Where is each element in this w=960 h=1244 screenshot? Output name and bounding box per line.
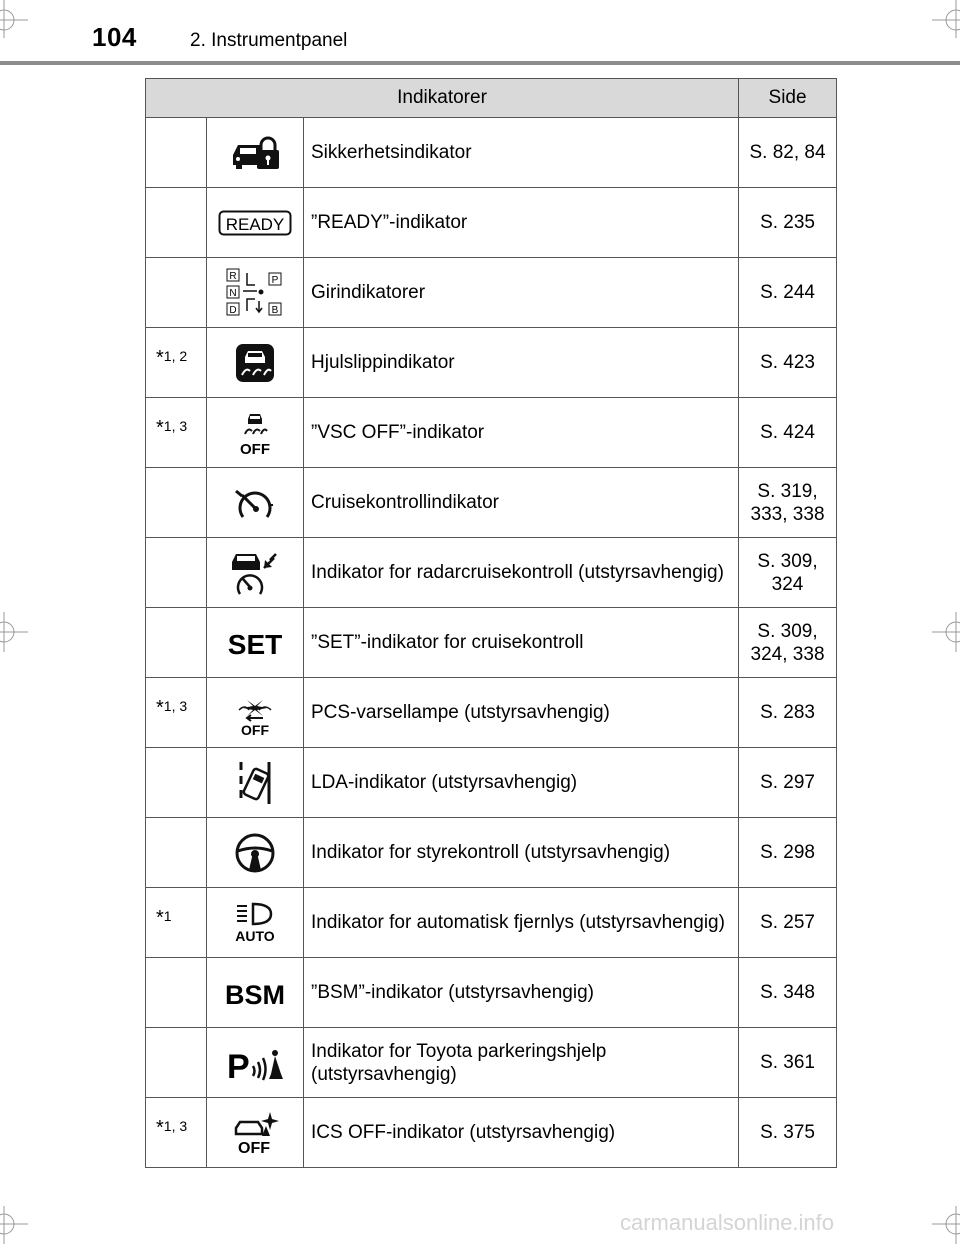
indicator-description: Sikkerhetsindikator [304, 118, 739, 188]
auto-high-beam-icon [207, 888, 304, 958]
svg-text:P: P [227, 1047, 250, 1082]
vsc-off-icon [207, 398, 304, 468]
table-row [146, 608, 837, 678]
svg-text:B: B [271, 304, 279, 316]
bsm-icon [207, 958, 304, 1028]
note-cell [146, 1028, 207, 1098]
note-cell [146, 608, 207, 678]
svg-text:P: P [271, 274, 279, 286]
note-cell [146, 748, 207, 818]
indicator-description: ”VSC OFF”-indikator [304, 398, 739, 468]
note-cell [146, 188, 207, 258]
lda-icon [207, 748, 304, 818]
indicator-description: ”BSM”-indikator (utstyrsavhengig) [304, 958, 739, 1028]
pcs-warning-icon [207, 678, 304, 748]
note-cell [146, 118, 207, 188]
svg-text:SET: SET [227, 628, 283, 658]
parking-assist-icon [207, 1028, 304, 1098]
steering-wheel-icon [207, 818, 304, 888]
page-reference: S. 423 [739, 328, 837, 398]
table-header-row [146, 79, 837, 118]
svg-text:R: R [229, 270, 237, 282]
note-cell: *1, 3 [146, 678, 207, 748]
ready-icon [207, 188, 304, 258]
table-row [146, 538, 837, 608]
page-reference: S. 298 [739, 818, 837, 888]
indicator-description: Indikator for Toyota parkeringshjelp (utstyrsavhengig) [304, 1028, 739, 1098]
table-row [146, 1028, 837, 1098]
indicator-description: Cruisekontrollindikator [304, 468, 739, 538]
page-reference: S. 257 [739, 888, 837, 958]
slip-indicator-icon [207, 328, 304, 398]
crop-mark-mid-left [0, 612, 30, 652]
note-cell: *1, 2 [146, 328, 207, 398]
note-cell [146, 818, 207, 888]
cruise-control-icon [207, 468, 304, 538]
table-row [146, 398, 837, 468]
indicator-description: ”READY”-indikator [304, 188, 739, 258]
svg-text:READY: READY [225, 214, 285, 234]
column-header-page: Side [739, 79, 837, 118]
svg-text:D: D [229, 304, 237, 316]
svg-text:N: N [229, 287, 237, 299]
page-reference: S. 319, 333, 338 [739, 468, 837, 538]
indicator-description: ”SET”-indikator for cruisekontroll [304, 608, 739, 678]
note-cell [146, 468, 207, 538]
indicator-description: Indikator for radarcruisekontroll (utstyrsavhengig) [304, 538, 739, 608]
crop-mark-mid-right [930, 612, 960, 652]
table-row [146, 818, 837, 888]
note-cell: *1, 3 [146, 398, 207, 468]
page-reference: S. 309, 324, 338 [739, 608, 837, 678]
table-row [146, 468, 837, 538]
note-cell: *1 [146, 888, 207, 958]
section-title: 2. Instrumentpanel [190, 30, 348, 51]
shift-position-icon [207, 258, 304, 328]
table-row [146, 328, 837, 398]
table-row [146, 958, 837, 1028]
table-row [146, 258, 837, 328]
note-cell [146, 538, 207, 608]
indicator-description: Hjulslippindikator [304, 328, 739, 398]
page-reference: S. 424 [739, 398, 837, 468]
page-reference: S. 309, 324 [739, 538, 837, 608]
radar-cruise-icon [207, 538, 304, 608]
watermark: carmanualsonline.info [620, 1210, 835, 1235]
page-reference: S. 244 [739, 258, 837, 328]
indicator-description: LDA-indikator (utstyrsavhengig) [304, 748, 739, 818]
svg-text:OFF: OFF [238, 1139, 270, 1156]
page-reference: S. 348 [739, 958, 837, 1028]
indicator-description: Girindikatorer [304, 258, 739, 328]
page-header [0, 0, 960, 64]
table-row [146, 118, 837, 188]
column-header-indicators: Indikatorer [146, 79, 739, 118]
indicator-description: Indikator for styrekontroll (utstyrsavhengig) [304, 818, 739, 888]
svg-text:OFF: OFF [240, 440, 270, 456]
page-reference: S. 361 [739, 1028, 837, 1098]
page-reference: S. 297 [739, 748, 837, 818]
svg-text:OFF: OFF [241, 721, 269, 738]
page-reference: S. 375 [739, 1098, 837, 1168]
table-row [146, 188, 837, 258]
table-row [146, 1098, 837, 1168]
crop-mark-bottom-right [930, 1204, 960, 1244]
svg-text:BSM: BSM [225, 979, 285, 1008]
table-row [146, 678, 837, 748]
indicator-description: ICS OFF-indikator (utstyrsavhengig) [304, 1098, 739, 1168]
set-icon [207, 608, 304, 678]
note-cell [146, 258, 207, 328]
page-reference: S. 82, 84 [739, 118, 837, 188]
page-reference: S. 235 [739, 188, 837, 258]
page-reference: S. 283 [739, 678, 837, 748]
crop-mark-bottom-left [0, 1204, 30, 1244]
table-row [146, 888, 837, 958]
indicator-description: PCS-varsellampe (utstyrsavhengig) [304, 678, 739, 748]
header-divider [0, 61, 960, 65]
svg-text:AUTO: AUTO [235, 927, 275, 944]
indicator-description: Indikator for automatisk fjernlys (utstyrsavhengig) [304, 888, 739, 958]
security-lock-car-icon [207, 118, 304, 188]
note-cell: *1, 3 [146, 1098, 207, 1168]
indicator-table [145, 78, 837, 1168]
note-cell [146, 958, 207, 1028]
ics-off-icon [207, 1098, 304, 1168]
page-number: 104 [92, 22, 137, 52]
table-row [146, 748, 837, 818]
